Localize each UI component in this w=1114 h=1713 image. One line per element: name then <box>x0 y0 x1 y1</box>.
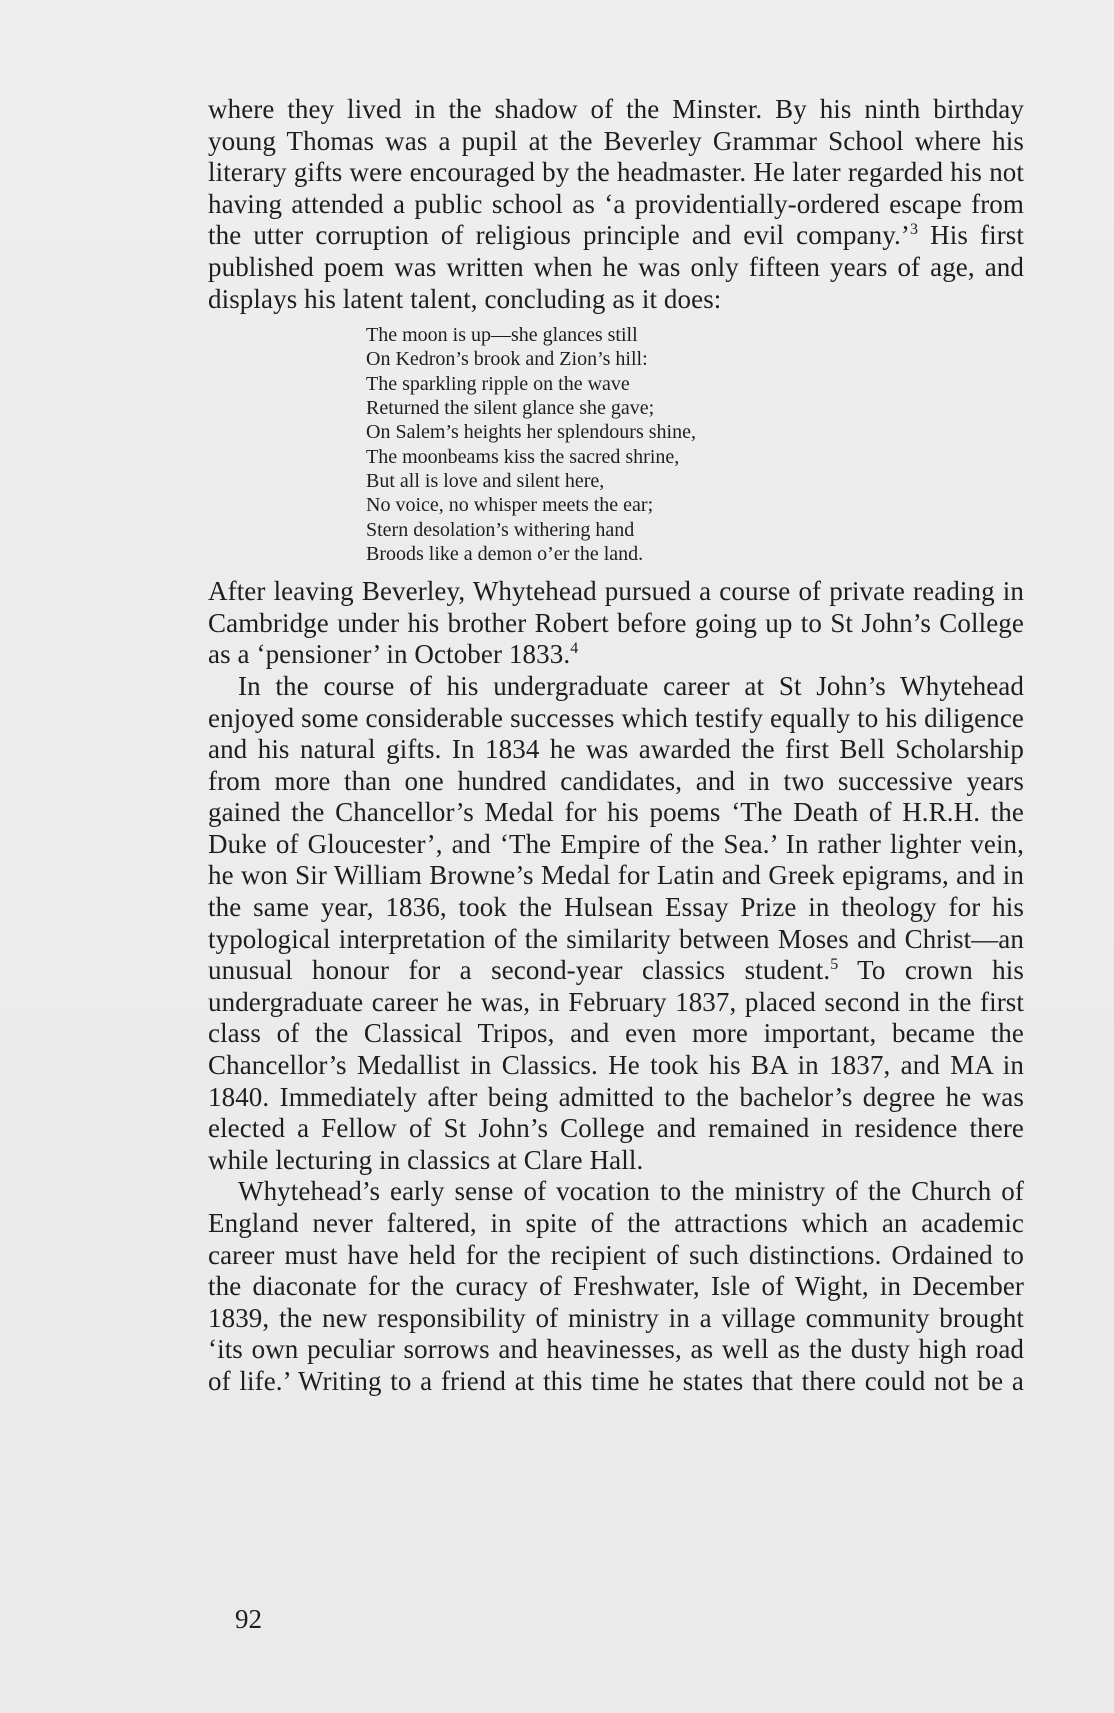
poem-line: Broods like a demon o’er the land. <box>366 542 644 565</box>
poem-line: On Kedron’s brook and Zion’s hill: <box>366 348 648 371</box>
paragraph-text: After leaving Beverley, Whytehead pursued a course of private reading in Cambridge under his brother Robert before going up to St John’s College as a ‘pensioner’ in October 1833. <box>208 576 1024 670</box>
body-text <box>208 94 1024 1398</box>
footnote-marker: 3 <box>910 221 919 239</box>
poem-line: On Salem’s heights her splendours shine, <box>366 421 696 444</box>
poem-line: But all is love and silent here, <box>366 469 605 492</box>
paragraph-text-continued: His first published poem was written when he was only fifteen years of age, and displays his latent talent, concluding as it does: <box>208 220 1024 314</box>
poem-line: The sparkling ripple on the wave <box>366 372 630 395</box>
paragraph-vocation <box>208 1176 1024 1397</box>
poem-line: No voice, no whisper meets the ear; <box>366 494 654 517</box>
paragraph-cambridge <box>208 576 1024 671</box>
paragraph-early-life <box>208 94 1024 315</box>
poem-line: Stern desolation’s withering hand <box>366 518 635 541</box>
paragraph-text-continued: To crown his undergraduate career he was, in February 1837, placed second in the first class of the Classical Tripos, and even more important, became the Chancellor’s Medallist in Classics. He took his BA in 1837, and MA in 1840. Immediately after being admitted to the bachelor’s degree he was elected a Fellow of St John’s College and remained in residence there while lecturing in classics at Clare Hall. <box>208 955 1024 1175</box>
poem-excerpt <box>366 323 1024 566</box>
poem-line: Returned the silent glance she gave; <box>366 397 655 420</box>
footnote-marker: 4 <box>570 640 579 658</box>
page-number: 92 <box>235 1604 262 1634</box>
poem-line: The moon is up—she glances still <box>366 324 638 347</box>
footnote-marker: 5 <box>830 956 839 974</box>
paragraph-text: In the course of his undergraduate career at St John’s Whytehead enjoyed some considerable successes which testify equally to his diligence and his natural gifts. In 1834 he was awarded the first Bell Scholarship from more than one hundred candidates, and in two successive years gained the Chancellor’s Medal for his poems ‘The Death of H.R.H. the Duke of Gloucester’, and ‘The Empire of the Sea.’ In rather lighter vein, he won Sir William Browne’s Medal for Latin and Greek epigrams, and in the same year, 1836, took the Hulsean Essay Prize in theology for his typological interpretation of the similarity between Moses and Christ—an unusual honour for a second-year classics student. <box>208 670 1024 986</box>
poem-line: The moonbeams kiss the sacred shrine, <box>366 445 680 468</box>
paragraph-text: where they lived in the shadow of the Minster. By his ninth birthday young Thomas was a pupil at the Beverley Grammar School where his literary gifts were encouraged by the headmaster. He later regarded his not having attended a public school as ‘a providentially-ordered escape from the utter corruption of religious principle and evil company.’ <box>208 94 1024 251</box>
paragraph-text: Whytehead’s early sense of vocation to the ministry of the Church of England never faltered, in spite of the attractions which an academic career must have held for the recipient of such distinctions. Ordained to the diaconate for the curacy of Freshwater, Isle of Wight, in December 1839, the new responsibility of ministry in a village community brought ‘its own peculiar sorrows and heavinesses, as well as the dusty high road of life.’ Writing to a friend at this time he states that there could not be a <box>208 1176 1024 1396</box>
paragraph-undergraduate <box>208 671 1024 1177</box>
